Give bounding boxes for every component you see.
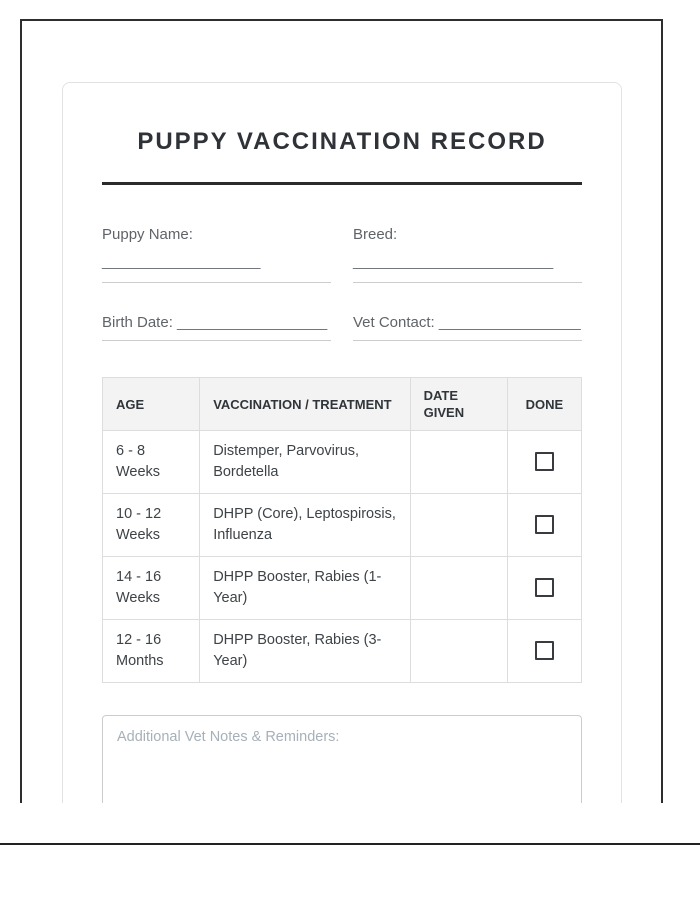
done-cell	[507, 431, 581, 494]
age-column-header: AGE	[103, 378, 200, 431]
done-cell	[507, 557, 581, 620]
vaccination-cell: DHPP (Core), Leptospirosis, Influenza	[200, 494, 410, 557]
date-given-column-header: DATE GIVEN	[410, 378, 507, 431]
vaccination-cell: DHPP Booster, Rabies (3-Year)	[200, 620, 410, 683]
vaccination-cell: Distemper, Parvovirus, Bordetella	[200, 431, 410, 494]
date-given-cell[interactable]	[410, 494, 507, 557]
birth-date-blank-line: __________________	[177, 314, 328, 331]
vaccination-column-header: VACCINATION / TREATMENT	[200, 378, 410, 431]
breed-field	[353, 225, 582, 283]
record-card	[62, 82, 622, 803]
table-header-row	[103, 378, 582, 431]
breed-label: Breed:	[353, 226, 398, 243]
vaccination-table	[102, 377, 582, 683]
page-break-line	[0, 843, 700, 845]
age-cell: 14 - 16 Weeks	[103, 557, 200, 620]
table-row	[103, 431, 582, 494]
age-cell: 6 - 8 Weeks	[103, 431, 200, 494]
date-given-cell[interactable]	[410, 431, 507, 494]
puppy-name-label: Puppy Name:	[102, 226, 193, 243]
date-given-cell[interactable]	[410, 557, 507, 620]
done-column-header: DONE	[507, 378, 581, 431]
done-checkbox[interactable]	[535, 452, 554, 471]
date-given-cell[interactable]	[410, 620, 507, 683]
age-cell: 10 - 12 Weeks	[103, 494, 200, 557]
owner-info-section	[102, 225, 582, 341]
table-row	[103, 557, 582, 620]
title-divider	[102, 182, 582, 185]
breed-blank-line: ________________________	[353, 253, 554, 270]
field-row-2	[102, 313, 582, 341]
done-checkbox[interactable]	[535, 578, 554, 597]
table-row	[103, 494, 582, 557]
vet-contact-blank-line: _________________	[438, 314, 581, 331]
puppy-name-field	[102, 225, 331, 283]
done-cell	[507, 620, 581, 683]
vet-contact-label: Vet Contact:	[353, 314, 439, 331]
notes-textarea[interactable]	[102, 715, 582, 803]
field-row-1	[102, 225, 582, 283]
page-title: PUPPY VACCINATION RECORD	[137, 128, 547, 155]
done-cell	[507, 494, 581, 557]
vaccination-cell: DHPP Booster, Rabies (1-Year)	[200, 557, 410, 620]
birth-date-field	[102, 313, 331, 341]
vet-contact-field	[353, 313, 582, 341]
done-checkbox[interactable]	[535, 515, 554, 534]
birth-date-label: Birth Date:	[102, 314, 178, 331]
puppy-name-blank-line: ___________________	[102, 253, 261, 270]
done-checkbox[interactable]	[535, 641, 554, 660]
age-cell: 12 - 16 Months	[103, 620, 200, 683]
table-row	[103, 620, 582, 683]
